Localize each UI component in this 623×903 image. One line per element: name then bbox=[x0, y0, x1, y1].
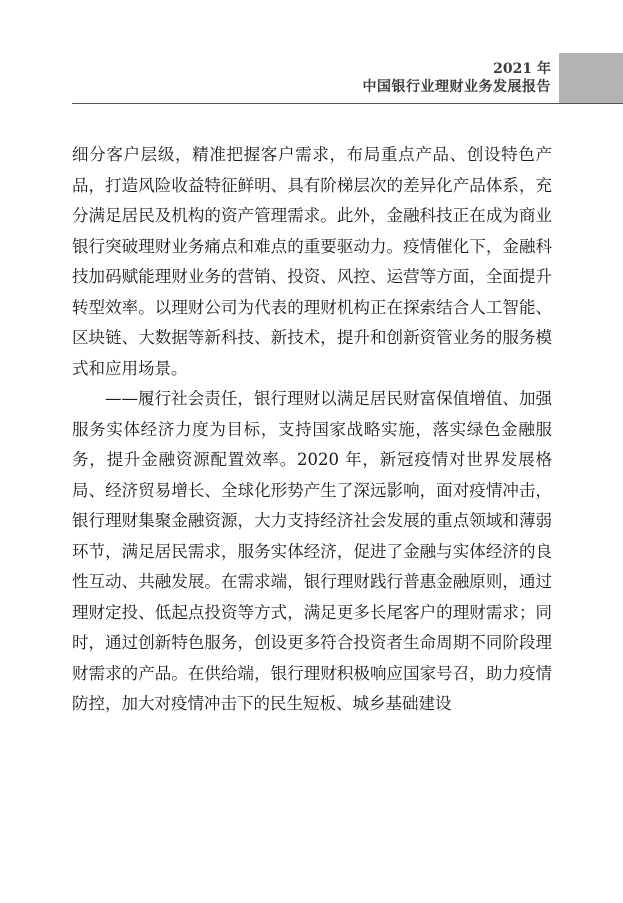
header-rule bbox=[72, 103, 623, 104]
running-header bbox=[363, 60, 552, 96]
chapter-tab bbox=[559, 53, 623, 103]
header-book-title: 中国银行业理财业务发展报告 bbox=[362, 79, 551, 95]
body-text bbox=[72, 140, 552, 720]
paragraph-2: ——履行社会责任，银行理财以满足居民财富保值增值、加强服务实体经济力度为目标，支持国家战略实施，落实绿色金融服务，提升金融资源配置效率。2020 年，新冠疫情对世界发展格局、经济贸易增长、全球化形势产生了深远影响，面对疫情冲击，银行理财集聚金融资源，大力支持经济社会发展的重点领域和薄弱环节，满足居民需求，服务实体经济，促进了金融与实体经济的良性互动、共融发展。在需求端，银行理财践行普惠金融原则，通过理财定投、低起点投资等方式，满足更多长尾客户的理财需求；同时，通过创新特色服务，创设更多符合投资者生命周期不同阶段理财需求的产品。在供给端，银行理财积极响应国家号召，助力疫情防控，加大对疫情冲击下的民生短板、城乡基础建设 bbox=[72, 389, 552, 713]
header-year: 2021 年 bbox=[493, 61, 551, 77]
paragraph-1: 细分客户层级，精准把握客户需求，布局重点产品、创设特色产品，打造风险收益特征鲜明、具有阶梯层次的差异化产品体系，充分满足居民及机构的资产管理需求。此外，金融科技正在成为商业银行突破理财业务痛点和难点的重要驱动力。疫情催化下，金融科技加码赋能理财业务的营销、投资、风控、运营等方面，全面提升转型效率。以理财公司为代表的理财机构正在探索结合人工智能、区块链、大数据等新科技、新技术，提升和创新资管业务的服务模式和应用场景。 bbox=[72, 145, 552, 378]
